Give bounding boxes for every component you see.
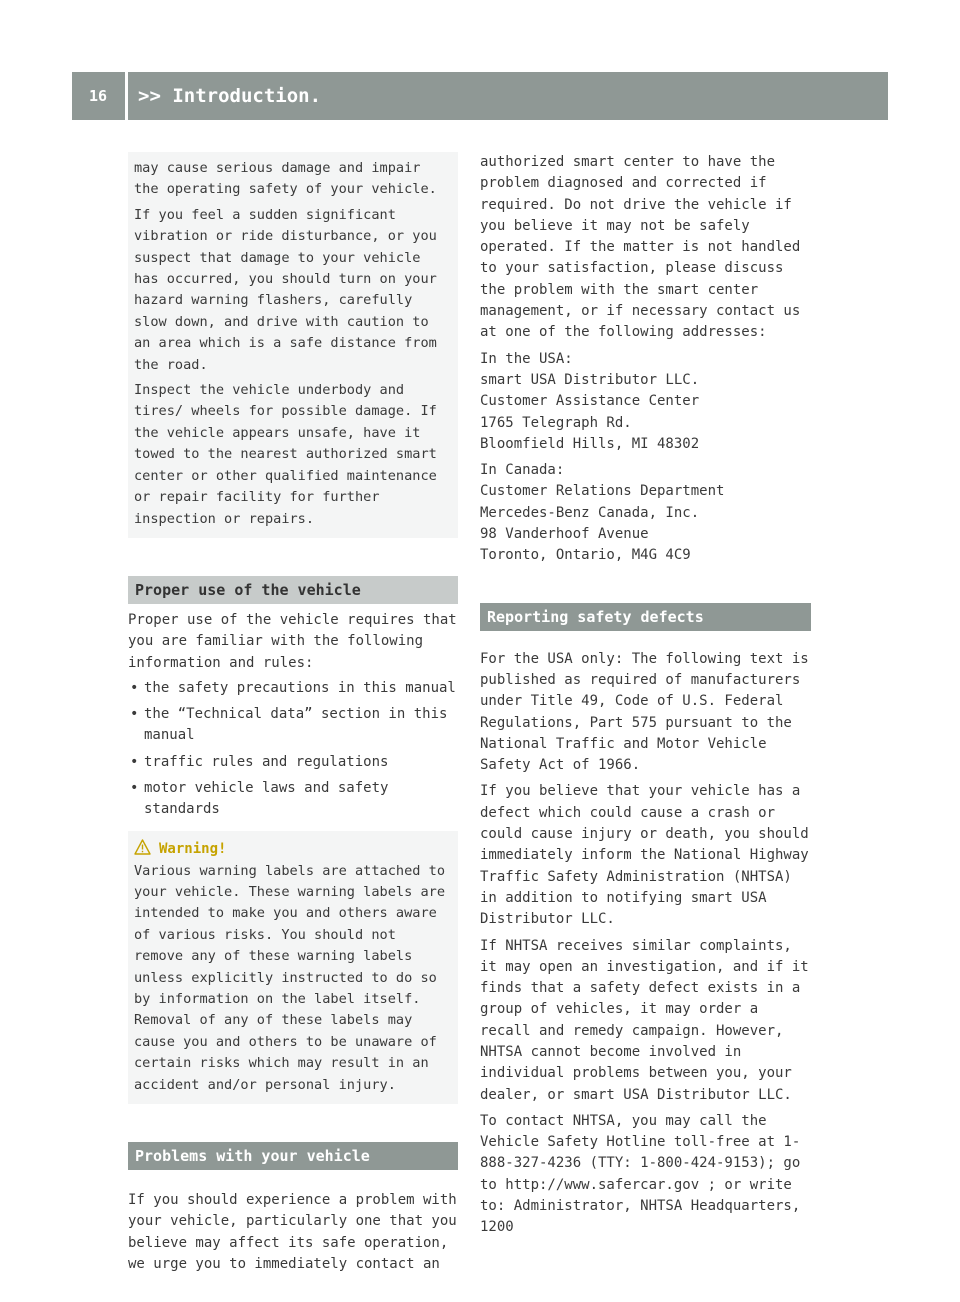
- warning-text: Various warning labels are attached to your vehicle. These warning labels are intended to make you and others aware of various risks. You should not remove any of these warning labels unless explicitly instructed to do so by information on the label itself. Removal of any of these labels may cause you and others to be unaware of certain risks which may result in an accident and/or personal injury.: [134, 862, 445, 1093]
- proper-use-intro: Proper use of the vehicle requires that you are familiar with the following information and rules:: [128, 611, 457, 671]
- caution-box-continued: [128, 152, 458, 538]
- reporting-paragraph: For the USA only: The following text is published as required of manufacturers under Title 49, Code of U.S. Federal Regulations, Part 575 pursuant to the National Traffic and Motor Vehicle Safety Act of 1966.: [480, 650, 809, 774]
- heading-proper-use: Proper use of the vehicle: [128, 576, 458, 604]
- address-line: Bloomfield Hills, MI 48302: [480, 435, 700, 452]
- left-column: [128, 152, 458, 1275]
- box-paragraph: may cause serious damage and impair the operating safety of your vehicle.: [134, 160, 437, 198]
- usa-address: [480, 349, 811, 455]
- reporting-paragraph: If NHTSA receives similar complaints, it may open an investigation, and if it finds that a safety defect exists in a group of vehicles, it may order a recall and remedy campaign. However, NHTSA cannot become involved in individual problems between you, your dealer, or smart USA Distributor LLC.: [480, 937, 809, 1103]
- warning-label: Warning!: [159, 840, 227, 857]
- problems-text: If you should experience a problem with your vehicle, particularly one that you believe may affect its safe operation, we urge you to immediately contact an: [128, 1192, 457, 1272]
- page-header: [72, 72, 888, 120]
- section-title: >> Introduction.: [138, 85, 322, 107]
- address-line: Customer Assistance Center: [480, 393, 700, 410]
- box-paragraph: Inspect the vehicle underbody and tires/ wheels for possible damage. If the vehicle appears unsafe, have it towed to the nearest authorized smart center or other qualified maintenance or repair facility for further inspection or repairs.: [134, 382, 437, 527]
- address-line: Toronto, Ontario, M4G 4C9: [480, 547, 691, 564]
- list-item: • the “Technical data” section in this manual: [128, 704, 458, 747]
- address-line: Customer Relations Department: [480, 483, 725, 500]
- continued-paragraph: authorized smart center to have the problem diagnosed and corrected if required. Do not drive the vehicle if you believe it may not be safely operated. If the matter is not handled to your satisfaction, please discuss the problem with the smart center management, or if necessary contact us at one of the following addresses:: [480, 154, 801, 341]
- page-number: 16: [88, 87, 108, 105]
- warning-box: [128, 831, 458, 1104]
- heading-reporting: Reporting safety defects: [480, 603, 811, 631]
- list-item: • the safety precautions in this manual: [128, 678, 458, 699]
- proper-use-list: [128, 678, 458, 821]
- header-divider: [125, 72, 128, 120]
- list-item: • traffic rules and regulations: [128, 752, 458, 773]
- address-label: In Canada:: [480, 462, 565, 479]
- address-line: smart USA Distributor LLC.: [480, 371, 700, 388]
- address-line: 98 Vanderhoof Avenue: [480, 526, 649, 543]
- box-paragraph: If you feel a sudden significant vibration or ride disturbance, or you suspect that damage to your vehicle has occurred, you should turn on your hazard warning flashers, carefully slow down, and drive with caution to an area which is a safe distance from the road.: [134, 206, 437, 373]
- warning-header: [134, 839, 452, 859]
- list-item: • motor vehicle laws and safety standards: [128, 778, 458, 821]
- right-column: [480, 152, 811, 1239]
- canada-address: [480, 460, 811, 566]
- reporting-paragraph: If you believe that your vehicle has a defect which could cause a crash or could cause injury or death, you should immediately inform the National Highway Traffic Safety Administration (NHTSA) in addition to notifying smart USA Distributor LLC.: [480, 783, 809, 928]
- warning-triangle-icon: [134, 839, 151, 859]
- heading-problems: Problems with your vehicle: [128, 1142, 458, 1170]
- address-label: In the USA:: [480, 350, 573, 367]
- address-line: 1765 Telegraph Rd.: [480, 414, 632, 431]
- address-line: Mercedes-Benz Canada, Inc.: [480, 504, 700, 521]
- reporting-paragraph: To contact NHTSA, you may call the Vehicle Safety Hotline toll-free at 1-888-327-4236 (TTY: 1-800-424-9153); go to http://www.safercar.gov ; or write to: Administrator, NHTSA Headquarters, 1200: [480, 1112, 801, 1236]
